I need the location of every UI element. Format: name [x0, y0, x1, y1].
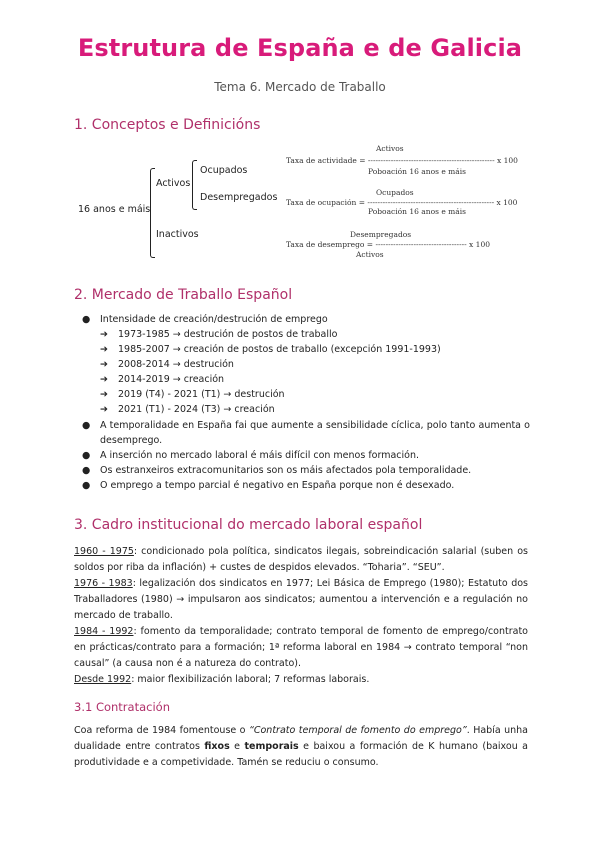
section-3-body	[74, 544, 528, 688]
list-item: ● Intensidade de creación/destrución de emprego	[82, 314, 328, 325]
list-item: ● Os estranxeiros extracomunitarios son os máis afectados pola temporalidade.	[82, 465, 472, 476]
bullet-icon: ●	[82, 465, 91, 476]
bullet-icon: ●	[82, 420, 91, 431]
section-heading-3: 3. Cadro institucional do mercado laboral español	[74, 517, 423, 533]
period-date: 1960 - 1975	[74, 546, 134, 557]
formula-1-denominator: Poboación 16 anos e máis	[368, 167, 467, 176]
list-item: ● O emprego a tempo parcial é negativo en España porque non é desexado.	[82, 480, 455, 491]
period-date: 1984 - 1992	[74, 626, 134, 637]
formula-2-numerator: Ocupados	[376, 188, 414, 197]
diagram-activos-label: Activos	[156, 178, 191, 189]
brace-root	[150, 168, 155, 258]
formula-2: Taxa de ocupación = -------------------------------------------------- x 100	[286, 198, 518, 207]
diagram-desempregados-label: Desempregados	[200, 192, 278, 203]
section-heading-1: 1. Conceptos e Definicións	[74, 117, 261, 133]
section-3-1-body: Coa reforma de 1984 fomentouse o “Contrato temporal de fomento do emprego”. Había unha dualidade entre contratos fixos e temporais e baixou a formación de K humano (baixou a produtividade e a competividade. Tamén se reduciu o consumo.	[74, 725, 528, 768]
period-paragraph: Desde 1992: maior flexibilización laboral; 7 reformas laborais.	[74, 674, 370, 685]
arrow-icon: ➔	[100, 404, 108, 415]
arrow-icon: ➔	[100, 359, 108, 370]
bullet-icon: ●	[82, 480, 91, 491]
bullet-icon: ●	[82, 314, 91, 325]
sub-list-item: ➔ 2021 (T1) - 2024 (T3) → creación	[100, 404, 275, 415]
formula-1: Taxa de actividade = -------------------------------------------------- x 100	[286, 156, 518, 165]
sub-list-item: ➔ 2008-2014 → destrución	[100, 359, 234, 370]
diagram-ocupados-label: Ocupados	[200, 165, 248, 176]
period-paragraph: 1960 - 1975: condicionado pola política, sindicatos ilegais, sobreindicación salarial (suben os soldos por riba da inflación) + custes de despidos elevados. “Toharia”. “SEU”.	[74, 546, 528, 573]
diagram-inactivos-label: Inactivos	[156, 229, 199, 240]
document-subtitle: Tema 6. Mercado de Traballo	[214, 80, 386, 94]
sub-list-item: ➔ 1973-1985 → destrución de postos de traballo	[100, 329, 338, 340]
formula-3: Taxa de desemprego = ------------------------------------ x 100	[286, 240, 490, 249]
bullet-icon: ●	[82, 450, 91, 461]
sub-list-item: ➔ 2014-2019 → creación	[100, 374, 225, 385]
diagram-root-label: 16 anos e máis	[78, 204, 151, 215]
arrow-icon: ➔	[100, 344, 108, 355]
arrow-icon: ➔	[100, 374, 108, 385]
section-heading-2: 2. Mercado de Traballo Español	[74, 287, 293, 303]
sub-list-item: ➔ 2019 (T4) - 2021 (T1) → destrución	[100, 389, 285, 400]
section-heading-3-1: 3.1 Contratación	[74, 700, 170, 714]
period-date: 1976 - 1983	[74, 578, 133, 589]
formula-1-numerator: Activos	[376, 144, 404, 153]
period-paragraph: 1976 - 1983: legalización dos sindicatos en 1977; Lei Básica de Emprego (1980); Estatuto dos Traballadores (1980) → impulsaron aos sindicatos; aumentou a intervención e a regulación no mercado de traballo.	[74, 578, 528, 621]
formula-3-numerator: Desempregados	[350, 230, 412, 239]
period-date: Desde 1992	[74, 674, 132, 685]
sub-list-item: ➔ 1985-2007 → creación de postos de traballo (excepción 1991-1993)	[100, 344, 441, 355]
list-item: ● A temporalidade en España fai que aumente a sensibilidade cíclica, polo tanto aumenta o desemprego.	[82, 420, 530, 446]
period-paragraph: 1984 - 1992: fomento da temporalidade; contrato temporal de fomento de emprego/contrato en prácticas/contrato para a formación; 1ª reforma laboral en 1984 → contrato temporal “non causal” (a causa non é a natureza do contrato).	[74, 626, 528, 669]
list-item: ● A inserción no mercado laboral é máis difícil con menos formación.	[82, 450, 420, 461]
arrow-icon: ➔	[100, 329, 108, 340]
formula-3-denominator: Activos	[356, 250, 384, 259]
arrow-icon: ➔	[100, 389, 108, 400]
document-title: Estrutura de España e de Galicia	[77, 34, 523, 62]
formula-2-denominator: Poboación 16 anos e máis	[368, 207, 467, 216]
brace-activos	[192, 160, 197, 210]
market-list	[74, 312, 530, 493]
